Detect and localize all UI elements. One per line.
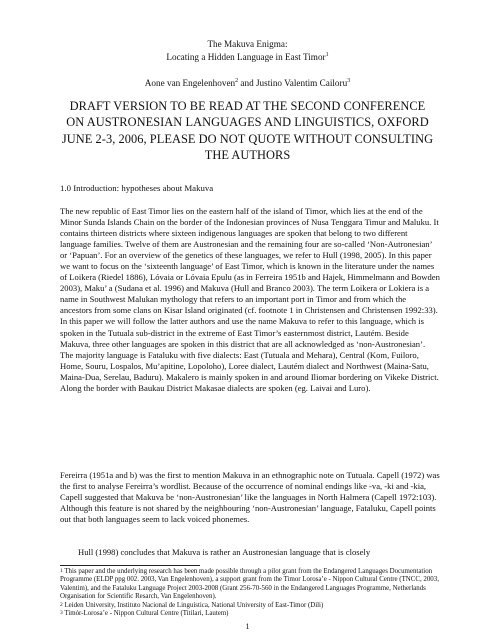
paper-title-line1: The Makuva Enigma: [207,39,288,49]
footnotes [60,568,440,618]
draft-notice: DRAFT VERSION TO BE READ AT THE SECOND CONFERENCE ON AUSTRONESIAN LANGUAGES AND LINGUISTICS, OXFORD JUNE 2-3, 2006, PLEASE DO NOT QUOTE WITHOUT CONSULTING THE AUTHORS [61,99,434,163]
footnote-ref-1: 1 [325,52,329,58]
title-block [60,38,435,90]
page-number: 1 [245,622,250,631]
footnote-divider [60,565,200,566]
authors-line [60,77,435,90]
footnote: $^3$ Timór-Lorosa’e - Nippon Cultural Centre (Titilari, Lautem) [60,610,229,618]
author-name: and Justino Valentim Cailoru [238,78,348,88]
footnote-ref-3: 3 [347,78,351,84]
footnote: $^1$ This paper and the underlying research has been made possible through a pilot grant from the Endangered Languages Documentation Programme (ELDP ppg 002. 2003, Van Engelenhoven), a support grant from the Timor Lorosa’e - Nippon Cultural Centre (TNCC, 2003, Valentim), and the Fataluku Language Project 2003-2008 (Grant 256-70-560 in the Endangered Languages Programme, Netherlands Organisation for Scientific Resarch, Van Engelenhoven). [60,568,439,601]
body-paragraph: Hull (1998) concludes that Makuva is rather an Austronesian language that is closely [78,547,371,557]
footnote-ref-2: 2 [235,78,239,84]
footnote: $^2$ Leiden University, Instituto Nacional de Linguística, National University of East-Timor (Dili) [60,601,324,609]
author-name: Aone van Engelenhoven [144,78,236,88]
section-heading: 1.0 Introduction: hypotheses about Makuva [60,183,214,193]
paper-title-line2: Locating a Hidden Language in East Timor$^1$ [166,52,329,62]
body-paragraph: The new republic of East Timor lies on the eastern half of the island of Timor, which lies at the end of the Minor Sunda Islands Chain on the border of the Indonesian provinces of Nusa Tenggara Timur and Maluku. It contains thirteen districts where sixteen indigenous languages are spoken that belong to two different language families. Twelve of them are Austronesian and the remaining four are so-called ‘Non-Autronesian’ or ‘Papuan’. For an overview of the genetics of these languages, we refer to Hull (1998, 2005). In this paper we want to focus on the ‘sixteenth language’ of East Timor, which is known in the literature under the names of Loikera (Riedel 1886), Lóvaia or Lóvaia Epulu (as in Ferreira 1951b and Hajek, Himmelmann and Bowden 2003), Maku’ a (Sudana et al. 1996) and Makuva (Hull and Branco 2003). The term Loikera or Lokiera is a name in Southwest Malukan mythology that refers to an important port in Timor and from which the ancestors from some clans on Kisar Island originated (cf. footnote 1 in Christensen and Christensen 1992:33). In this paper we will follow the latter authors and use the name Makuva to refer to this language, which is spoken in the Tutuala sub-district in the extreme of East Timor’s easternmost district, Lautém. Beside Makuva, three other languages are spoken in this district that are all acknowledged as ‘non-Austronesian’. The majority language is Fataluku with five dialects: East (Tutuala and Mehara), Central (Kom, Fuiloro, Home, Souru, Lospalos, Mu’apitine, Lopoloho), Loree dialect, Lautém dialect and Northwest (Maina-Satu, Maina-Dua, Serelau, Baduru). Makalero is mainly spoken in and around Iliomar bordering on Vikeke District. Along the border with Baukau District Makasae dialects are spoken (eg. Laivai and Luro). [60,206,440,393]
body-paragraph: Fereirra (1951a and b) was the first to mention Makuva in an ethnographic note on Tutuala. Capell (1972) was the first to analyse Fereirra’s wordlist. Because of the occurrence of nominal endings like -va, -ki and -kia, Capell suggested that Makuva be ‘non-Austronesian’ like the languages in North Halmera (Capell 1972:103). Although this feature is not shared by the neighbouring ‘non-Austronesian’ language, Fataluku, Capell points out that both languages seem to lack voiced phonemes. [60,470,440,525]
